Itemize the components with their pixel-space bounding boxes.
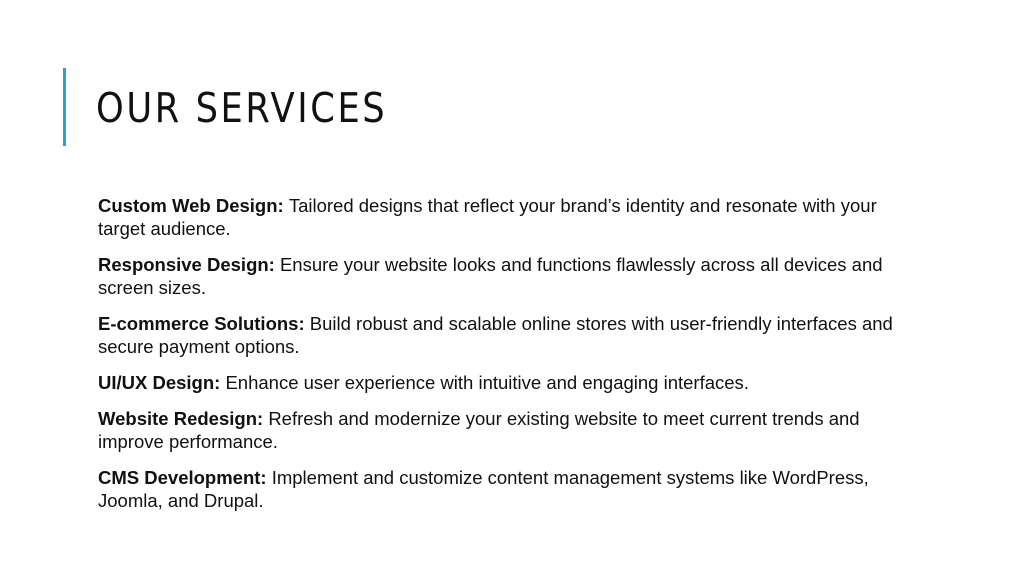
service-description: Refresh and modernize your existing website to meet current trends and improve performance.: [98, 408, 860, 452]
service-description: Build robust and scalable online stores with user-friendly interfaces and secure payment options.: [98, 313, 893, 357]
service-description: Ensure your website looks and functions flawlessly across all devices and screen sizes.: [98, 254, 883, 298]
service-description: Enhance user experience with intuitive and engaging interfaces.: [225, 372, 749, 393]
service-item-custom-web-design: [98, 194, 918, 240]
service-name: CMS Development:: [98, 467, 272, 488]
service-item-cms-development: [98, 466, 918, 512]
service-item-website-redesign: [98, 407, 918, 453]
service-item-ui-ux-design: [98, 371, 918, 394]
services-list: [98, 194, 918, 525]
service-name: Responsive Design:: [98, 254, 280, 275]
service-item-ecommerce-solutions: [98, 312, 918, 358]
service-name: Website Redesign:: [98, 408, 269, 429]
title-accent-bar: [63, 68, 66, 146]
service-description: Tailored designs that reflect your brand’s identity and resonate with your target audience.: [98, 195, 877, 239]
service-item-responsive-design: [98, 253, 918, 299]
service-name: E-commerce Solutions:: [98, 313, 310, 334]
slide-title: OUR SERVICES: [96, 84, 388, 132]
service-name: Custom Web Design:: [98, 195, 289, 216]
service-name: UI/UX Design:: [98, 372, 226, 393]
service-description: Implement and customize content management systems like WordPress, Joomla, and Drupal.: [98, 467, 869, 511]
